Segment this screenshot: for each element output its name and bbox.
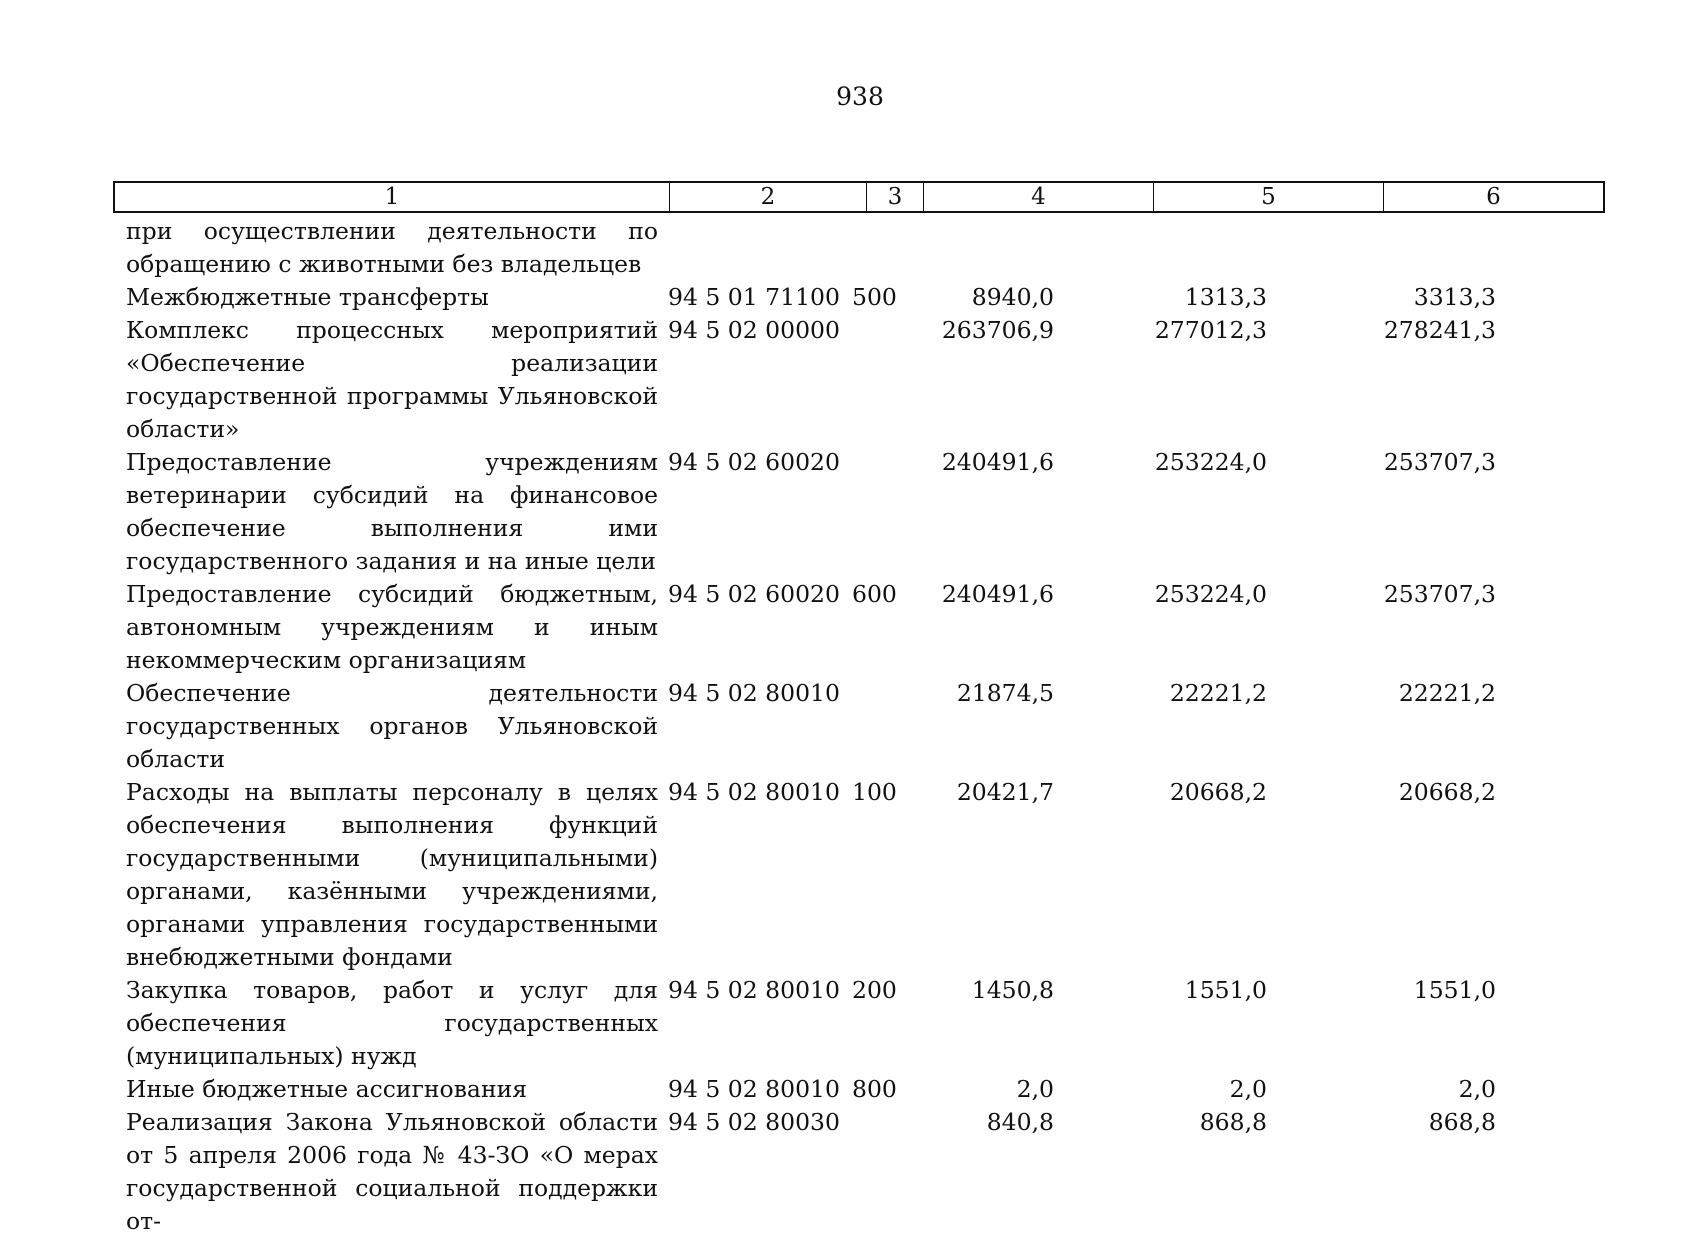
row-name: при осуществлении деятельности по обращению с животными без владельцев [126, 217, 658, 278]
row-value-6: 253707,3 [1383, 448, 1496, 476]
row-type: 800 [852, 1075, 897, 1103]
row-value-4: 240491,6 [941, 580, 1054, 608]
table-row [126, 776, 1606, 974]
table-row [126, 1073, 1606, 1106]
row-name: Межбюджетные трансферты [126, 283, 489, 311]
row-value-6: 868,8 [1428, 1108, 1496, 1136]
row-value-6: 20668,2 [1398, 778, 1496, 806]
row-value-5: 22221,2 [1169, 679, 1267, 707]
row-value-4 [938, 215, 1054, 281]
row-value-4: 8940,0 [971, 283, 1054, 311]
row-type: 500 [852, 283, 897, 311]
row-value-5: 2,0 [1229, 1075, 1267, 1103]
row-name: Обеспечение деятельности государственных органов Ульяновской области [126, 679, 658, 773]
table-row [126, 1106, 1606, 1238]
row-code: 94 5 02 60020 [668, 448, 840, 476]
row-value-4: 20421,7 [956, 778, 1054, 806]
row-name: Комплекс процессных мероприятий «Обеспечение реализации государственной программы Ульяновской области» [126, 316, 658, 443]
row-code: 94 5 02 80010 [668, 778, 840, 806]
row-value-5: 868,8 [1199, 1108, 1267, 1136]
row-type [848, 677, 938, 776]
row-name: Закупка товаров, работ и услуг для обеспечения государственных (муниципальных) нужд [126, 976, 658, 1070]
row-code: 94 5 02 80010 [668, 976, 840, 1004]
header-col-6: 6 [1486, 184, 1501, 210]
row-value-4: 240491,6 [941, 448, 1054, 476]
page-number: 938 [836, 82, 884, 111]
row-code [658, 215, 848, 281]
row-code: 94 5 02 80010 [668, 679, 840, 707]
table-row [126, 314, 1606, 446]
header-col-3: 3 [867, 183, 924, 211]
row-code: 94 5 01 71100 [668, 283, 840, 311]
table-row [126, 281, 1606, 314]
header-col-2: 2 [670, 183, 867, 211]
row-value-5: 253224,0 [1154, 448, 1267, 476]
row-value-5 [1054, 215, 1267, 281]
header-col-5: 5 [1154, 183, 1384, 211]
row-name: Предоставление субсидий бюджетным, автономным учреждениям и иным некоммерческим организациям [126, 580, 658, 674]
row-type: 200 [852, 976, 897, 1004]
table-header [113, 181, 1605, 213]
row-name: Предоставление учреждениям ветеринарии субсидий на финансовое обеспечение выполнения ими государственного задания и на иные цели [126, 448, 658, 575]
row-value-6 [1267, 215, 1496, 281]
row-type [848, 446, 938, 578]
row-type: 600 [852, 580, 897, 608]
table-row [126, 215, 1606, 281]
table-body [126, 215, 1606, 1238]
row-value-6: 3313,3 [1413, 283, 1496, 311]
table-row [126, 446, 1606, 578]
row-value-4: 2,0 [1016, 1075, 1054, 1103]
table-row [126, 578, 1606, 677]
row-name: Иные бюджетные ассигнования [126, 1075, 528, 1103]
header-col-4: 4 [924, 183, 1154, 211]
row-value-6: 253707,3 [1383, 580, 1496, 608]
row-code: 94 5 02 80030 [668, 1108, 840, 1136]
row-value-5: 253224,0 [1154, 580, 1267, 608]
row-code: 94 5 02 80010 [668, 1075, 840, 1103]
row-name: Расходы на выплаты персоналу в целях обеспечения выполнения функций государственными (муниципальными) органами, казёнными учреждениями, органами управления государственными внебюджетными фондами [126, 778, 658, 971]
table-row [126, 974, 1606, 1073]
row-value-4: 840,8 [986, 1108, 1054, 1136]
row-value-5: 277012,3 [1154, 316, 1267, 344]
row-name: Реализация Закона Ульяновской области от 5 апреля 2006 года № 43-ЗО «О мерах государственной социальной поддержки от- [126, 1108, 658, 1235]
row-code: 94 5 02 60020 [668, 580, 840, 608]
row-value-6: 22221,2 [1398, 679, 1496, 707]
row-value-6: 278241,3 [1383, 316, 1496, 344]
header-col-1: 1 [115, 183, 670, 211]
row-type [848, 1106, 938, 1238]
row-value-4: 21874,5 [956, 679, 1054, 707]
table-row [126, 677, 1606, 776]
row-type [848, 215, 938, 281]
row-value-6: 2,0 [1458, 1075, 1496, 1103]
row-value-5: 1313,3 [1184, 283, 1267, 311]
row-value-5: 1551,0 [1184, 976, 1267, 1004]
row-value-6: 1551,0 [1413, 976, 1496, 1004]
row-code: 94 5 02 00000 [668, 316, 840, 344]
row-value-4: 1450,8 [971, 976, 1054, 1004]
row-value-5: 20668,2 [1169, 778, 1267, 806]
row-value-4: 263706,9 [941, 316, 1054, 344]
row-type [848, 314, 938, 446]
row-type: 100 [852, 778, 897, 806]
